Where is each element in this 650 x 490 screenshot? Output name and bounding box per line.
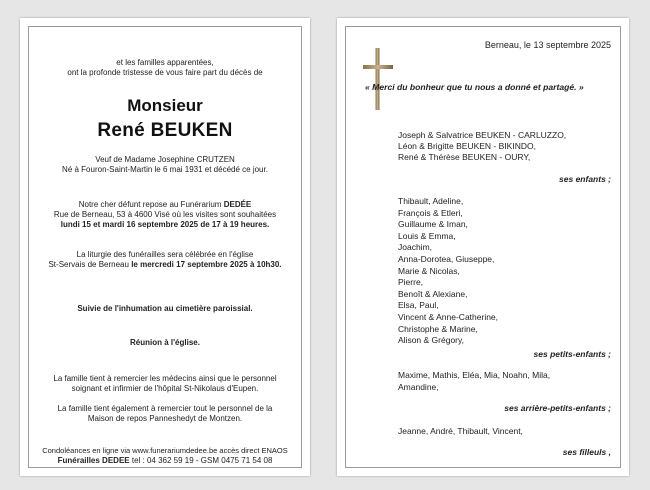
- title-monsieur: Monsieur: [127, 96, 203, 115]
- grandchild-13: Alison & Grégory,: [398, 335, 464, 346]
- title-name: René BEUKEN: [97, 120, 233, 141]
- birth-death-line: Né à Fouron-Saint-Martin le 6 mai 1931 et décédé ce jour.: [62, 165, 268, 174]
- liturgy-line-2: [20, 260, 310, 270]
- reunion-line: Réunion à l'église.: [130, 338, 200, 347]
- footer-contact: [20, 456, 310, 466]
- funerarium-line-1: [20, 200, 310, 210]
- great-grandchildren-label: ses arrière-petits-enfants ;: [504, 403, 611, 413]
- grandchild-8: Pierre,: [398, 277, 424, 288]
- liturgy-date: le mercredi 17 septembre 2025 à 10h30.: [131, 260, 282, 269]
- child-3: René & Thérèse BEUKEN - OURY,: [398, 152, 531, 162]
- godchildren-line: Jeanne, André, Thibault, Vincent,: [398, 426, 523, 436]
- date-line: Berneau, le 13 septembre 2025: [484, 40, 611, 50]
- grandchild-11: Vincent & Anne-Catherine,: [398, 312, 499, 322]
- burial-line: Suivie de l'inhumation au cimetière paroissial.: [77, 304, 253, 313]
- grandchildren-label: ses petits-enfants ;: [533, 349, 611, 359]
- child-1: Joseph & Salvatrice BEUKEN - CARLUZZO,: [398, 130, 567, 140]
- funerarium-name: DEDÉE: [223, 200, 252, 209]
- grandchild-12: Christophe & Marine,: [398, 323, 478, 334]
- thanks-doctors-line-1: La famille tient à remercier les médecins ainsi que le personnel: [53, 374, 277, 383]
- great-grandchildren-line-2: Amandine,: [398, 381, 439, 392]
- grandchild-6: Anna-Dorotea, Giuseppe,: [398, 254, 495, 264]
- grandchild-9: Benoît & Alexiane,: [398, 288, 468, 299]
- condolences-line: Condoléances en ligne via www.funerariumdedee.be accès direct ENAOS: [42, 446, 288, 455]
- grandchild-5: Joachim,: [398, 242, 433, 253]
- thanks-doctors-line-2: soignant et infirmier de l'hôpital St-Nikolaus d'Eupen.: [71, 384, 259, 393]
- child-2: Léon & Brigitte BEUKEN - BIKINDO,: [398, 141, 536, 151]
- funerarium-line-2: Rue de Berneau, 53 à 4600 Visé où les visites sont souhaitées: [53, 210, 277, 219]
- visit-dates: lundi 15 et mardi 16 septembre 2025 de 17 à 19 heures.: [60, 220, 270, 229]
- grandchild-7: Marie & Nicolas,: [398, 265, 460, 276]
- children-label: ses enfants ;: [559, 174, 611, 184]
- grandchild-1: Thibault, Adeline,: [398, 196, 464, 206]
- cross-icon: [363, 48, 393, 110]
- right-page: [337, 18, 629, 476]
- thanks-home-line-1: La famille tient également à remercier tout le personnel de la: [57, 404, 273, 413]
- intro-line-2: ont la profonde tristesse de vous faire part du décès de: [67, 68, 263, 77]
- thanks-home-line-2: Maison de repos Panneshedyt de Montzen.: [87, 414, 243, 423]
- liturgy-line-1: La liturgie des funérailles sera célébrée en l'église: [76, 250, 254, 259]
- intro-line-1: et les familles apparentées,: [116, 58, 214, 67]
- grandchild-3: Guillaume & Iman,: [398, 219, 468, 230]
- funerarium-text: Notre cher défunt repose au Funérarium: [78, 200, 222, 209]
- grandchild-4: Louis & Emma,: [398, 230, 456, 241]
- godchildren-label: ses filleuls ,: [562, 447, 611, 457]
- footer-phone: tel : 04 362 59 19 - GSM 0475 71 54 08: [131, 456, 273, 465]
- left-page: [20, 18, 310, 476]
- great-grandchildren-line-1: Maxime, Mathis, Eléa, Mia, Noahn, Mila,: [398, 370, 551, 380]
- grandchild-10: Elsa, Paul,: [398, 300, 439, 311]
- left-page-frame: [28, 26, 302, 468]
- motto: « Merci du bonheur que tu nous a donné et partagé. »: [365, 82, 584, 92]
- grandchild-2: François & Etleri,: [398, 207, 463, 218]
- church-name: St-Servais de Berneau: [48, 260, 129, 269]
- footer-brand: Funérailles DEDEE: [57, 456, 130, 465]
- widow-line: Veuf de Madame Josephine CRUTZEN: [95, 155, 235, 164]
